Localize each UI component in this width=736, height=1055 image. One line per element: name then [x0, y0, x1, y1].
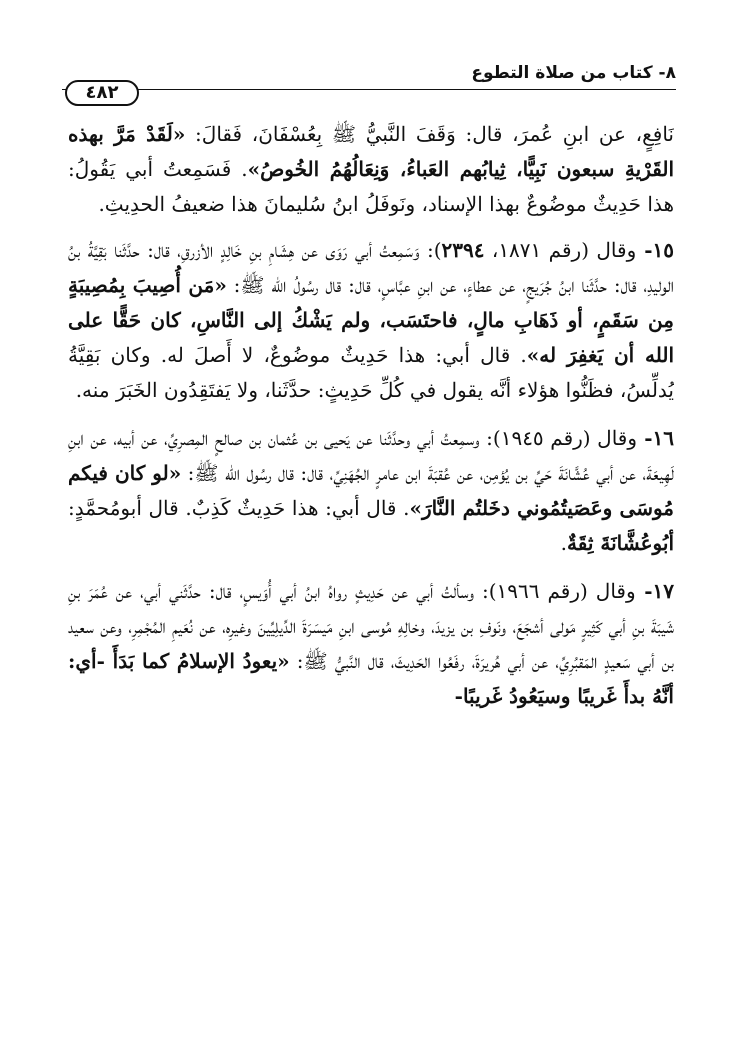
plain-text: ): وَسَمِعتُ أبي رَوَى عن هِشَامِ بنِ خَالِدٍ الأزرقِ، قال: حدَّثَنا بَقِيَّةُ بنُ الوليدِ، قال: حدَّثَنا ابنُ جُرَيجٍ، عن عطاءٍ، عن ابنِ عبَّاسٍ، قال: قال رسُولُ الله ﷺ: [68, 238, 674, 297]
plain-text: . فَسَمِعتُ أبي يَقُولُ: هذا حَدِيثٌ موضُوعٌ بهذا الإسناد، ونَوفَلُ ابنُ سُليمانَ هذا ضعيفُ الحدِيثِ. [68, 157, 674, 216]
plain-text: وقال (رقم ١٩٦٦): وسألتُ أبي عن حَدِيثٍ رواهُ ابنُ أبي أُوَيسٍ، قال: حدَّثَني أبي، عن عُمَرَ بنِ شَيبَةَ بنِ أبي كَثِيرٍ مَولى أشجَعَ، ونَوفِ بن يزيدَ، وخالِهِ مُوسى ابنِ مَيسَرَةَ الدِّيلِيِّينَ وغيرِه، عن نُعَيمِ المُجْمِرِ، وعن سعيد بن أبي سَعيدٍ المَقبُرِيِّ، عن أبي هُريرَةَ، رفَعُوا الحَدِيثَ، قال النَّبيُّ ﷺ: [68, 579, 674, 673]
running-header [62, 62, 676, 86]
hadith-text: «لَقَدْ مَرَّ بهذه القَرْيةِ سبعون نَبِيًّا، ثِيابُهم العَباءُ، وَنِعَالُهُمُ الخُوصُ» [68, 122, 674, 181]
page-number: ٤٨٢ [65, 80, 139, 106]
plain-text: نَافِعٍ، عن ابنِ عُمرَ، قال: وَقَفَ النَّبيُّ ﷺ بِعُسْفَانَ، فَقالَ: [185, 122, 674, 146]
plain-text: . قال أبي: هذا حَدِيثٌ كَذِبٌ. قال أبومُحمَّدٍ: [68, 496, 410, 520]
plain-text: . قال أبي: هذا حَدِيثٌ موضُوعٌ، لا أَصلَ له. وكان بَقِيَّةُ يُدلِّسُ، فظَنُّوا هؤلاء أنَّه يقول في كُلِّ حَدِيثٍ: حدَّثَنا، ولا يَفتَقِدُون الخَبَرَ منه. [68, 343, 674, 402]
chapter-title: ٨- كتاب من صلاة التطوع [471, 63, 676, 83]
paragraph-number: ١٥- [636, 238, 674, 262]
plain-text: وقال (رقم ١٨٧١، [484, 238, 637, 262]
hadith-text: «لو كان فيكم مُوسَى وعَصَيتُمُوني دخَلتُم النَّارَ» [68, 461, 674, 520]
paragraph-continuation [68, 117, 674, 222]
body-text [68, 117, 674, 987]
paragraph-17 [68, 574, 674, 714]
bold-number: ٢٣٩٤ [441, 238, 485, 262]
hadith-text: «يعودُ الإسلامُ كما بَدَأَ -أي: أنَّهُ بدأَ غَريبًا وسيَعُودُ غَريبًا- [68, 649, 674, 708]
paragraph-16 [68, 421, 674, 561]
header-rule [62, 89, 676, 90]
plain-text: وقال (رقم ١٩٤٥): وسمِعتُ أبي وحدَّثَنا عن يَحيى بن عُثمان بن صالحٍ المِصرِيِّ، عن أبيه، عن ابنِ لَهِيعَةَ، عن أبي عُشَّانَةَ حَيِّ بن يُؤمِن، عن عُقبَةَ ابن عامرٍ الجُهَنِيِّ، قال: قال رسُول الله ﷺ: [68, 426, 674, 485]
paragraph-15 [68, 233, 674, 408]
narrator-note: أبُوعُشَّانَةَ ثِقَةٌ [567, 531, 674, 555]
hadith-text: «مَن أُصِيبَ بِمُصِيبَةٍ مِن سَقَمٍ، أو ذَهَابِ مالٍ، فاحتَسَب، ولم يَشْكُ إلى النَّاسِ، كان حَقًّا على الله أن يَغفِرَ له» [68, 273, 674, 367]
paragraph-number: ١٧- [635, 579, 674, 603]
paragraph-number: ١٦- [637, 426, 674, 450]
plain-text: . [560, 531, 568, 555]
